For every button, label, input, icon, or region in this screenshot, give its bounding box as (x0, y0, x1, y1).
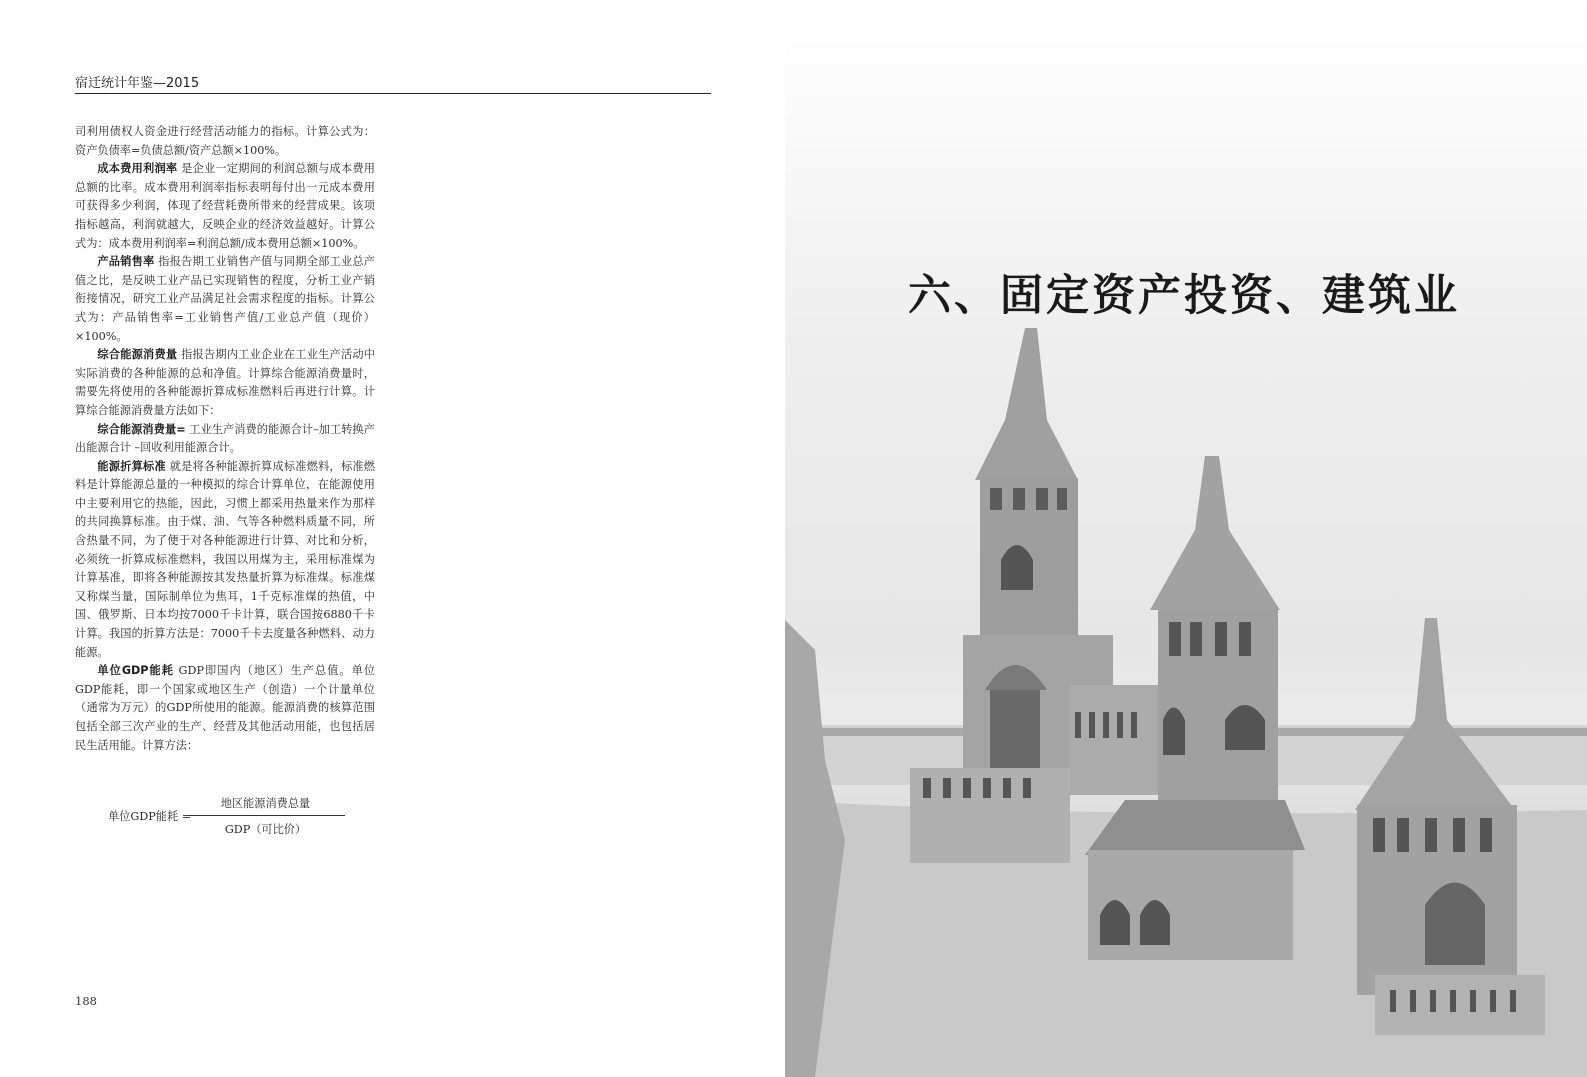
definition-term: 综合能源消费量= (97, 422, 186, 436)
paragraph (75, 662, 375, 755)
paragraph-text: GDP即国内（地区）生产总值。单位GDP能耗，即一个国家或地区生产（创造）一个计量单位（通常为万元）的GDP所使用的能源。能源消费的核算范围包括全部三次产业的生产、经营及其他活动用能，也包括居民生活用能。计算方法： (75, 664, 376, 752)
paragraph-text: 司利用债权人资金进行经营活动能力的指标。计算公式为：资产负债率=负债总额/资产总额×100%。 (75, 125, 375, 157)
running-header: 宿迁统计年鉴—2015 (75, 72, 711, 94)
formula-lhs: 单位GDP能耗 = (108, 810, 192, 823)
page-number: 188 (75, 994, 97, 1008)
paragraph (75, 346, 375, 420)
formula-denominator: GDP（可比价） (224, 823, 307, 836)
definition-term: 能源折算标准 (97, 459, 166, 473)
paragraph (75, 123, 375, 160)
body-text (75, 123, 375, 755)
paragraph-text: 指报告期内工业企业在工业生产活动中实际消费的各种能源的总和净值。计算综合能源消费量时，需要先将使用的各种能源折算成标准燃料后再进行计算。计算综合能源消费量方法如下： (75, 348, 375, 417)
paragraph (75, 458, 375, 663)
paragraph (75, 160, 375, 253)
definition-term: 单位GDP能耗 (97, 664, 174, 678)
definition-term: 产品销售率 (97, 255, 155, 269)
paragraph-text: 就是将各种能源折算成标准燃料，标准燃料是计算能源总量的一种模拟的综合计算单位，在能源使用中主要利用它的热能，因此，习惯上都采用热量来作为那样的共同换算标准。由于煤、油、气等各种燃料质量不同，所含热量不同，为了便于对各种能源进行计算、对比和分析，必须统一折算成标准燃料，我国以用煤为主，采用标准煤为计算基准，即将各种能源按其发热量折算为标准煤。标准煤又称煤当量，国际制单位为焦耳，1千克标准煤的热值，中国、俄罗斯、日本均按7000千卡计算，联合国按6880千卡计算。我国的折算方法是：7000千卡去度量各种燃料、动力能源。 (75, 459, 375, 659)
paragraph (75, 421, 375, 458)
formula-numerator: 地区能源消费总量 (220, 797, 311, 810)
paragraph-text: 指报告期工业销售产值与同期全部工业总产值之比，是反映工业产品已实现销售的程度，分析工业产销衔接情况，研究工业产品满足社会需求程度的指标。计算公式为：产品销售率=工业销售产值/工业总产值（现价）×100%。 (75, 255, 375, 343)
sand-castle-photo (785, 0, 1587, 1077)
chapter-cover-page (785, 0, 1587, 1077)
paragraph (75, 253, 375, 346)
paragraph-text: 工业生产消费的能源合计–加工转换产出能源合计 –回收利用能源合计。 (75, 422, 375, 455)
definition-term: 成本费用利润率 (97, 162, 178, 176)
chapter-title: 六、固定资产投资、建筑业 (908, 271, 1460, 321)
gdp-energy-formula (108, 795, 348, 841)
paragraph-text: 是企业一定期间的利润总额与成本费用总额的比率。成本费用利润率指标表明每付出一元成本费用可获得多少利润，体现了经营耗费所带来的经营成果。该项指标越高，利润就越大，反映企业的经济效益越好。计算公式为：成本费用利润率=利润总额/成本费用总额×100%。 (75, 162, 375, 250)
definition-term: 综合能源消费量 (97, 348, 178, 362)
left-page (0, 0, 790, 1077)
fraction-bar (188, 815, 345, 816)
